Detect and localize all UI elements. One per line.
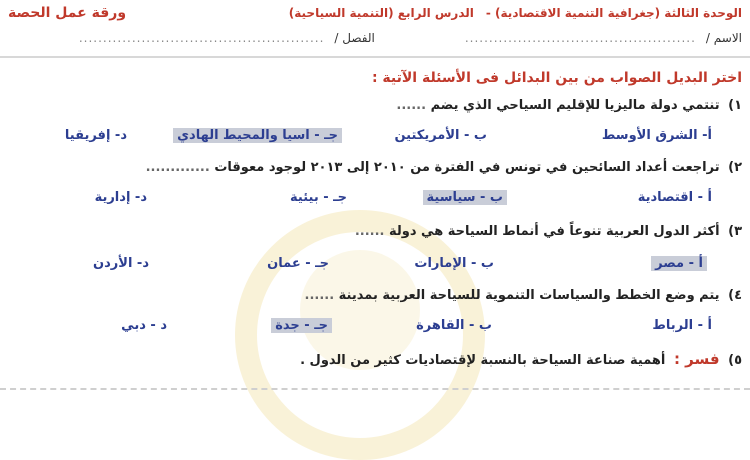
option-d[interactable]: د- إدارية	[94, 190, 147, 205]
question-number: ١)	[728, 98, 742, 113]
header-fields-row	[8, 30, 742, 46]
question-3	[8, 224, 742, 239]
header-divider	[0, 56, 750, 58]
question-number: ٥)	[728, 353, 742, 368]
option-d[interactable]: د- الأردن	[93, 256, 149, 271]
answer-blank: ......	[396, 98, 427, 113]
name-field[interactable]: ................................................	[464, 31, 696, 45]
question-text: أهمية صناعة السياحة بالنسبة لإقتصاديات كثير من الدول .	[300, 353, 666, 368]
lesson-title: الدرس الرابع (التنمية السياحية)	[288, 6, 474, 20]
question-text: تراجعت أعداد السائحين في تونس في الفترة من ٢٠١٠ إلى ٢٠١٣ لوجود معوقات	[214, 160, 720, 175]
question-text: تنتمي دولة ماليزيا للإقليم السياحي الذي يضم	[430, 98, 720, 113]
answer-blank: ......	[304, 288, 335, 303]
option-b-selected[interactable]: ب - سياسية	[423, 190, 507, 205]
answer-blank: .............	[145, 160, 210, 175]
options-q4	[8, 318, 742, 338]
question-2	[8, 160, 742, 175]
option-c[interactable]: جـ - عمان	[267, 256, 329, 271]
question-number: ٤)	[728, 288, 742, 303]
option-c[interactable]: جـ - بيئية	[290, 190, 347, 205]
question-text: أكثر الدول العربية تنوعاً في أنماط السياحة هي دولة	[389, 224, 720, 239]
option-a[interactable]: أ - الرباط	[652, 318, 712, 333]
unit-title: الوحدة الثالثة (جغرافية التنمية الاقتصادية) -	[485, 6, 742, 20]
option-c-selected[interactable]: جـ - جدة	[271, 318, 332, 333]
question-4	[8, 288, 742, 303]
question-1	[8, 98, 742, 113]
question-5	[8, 350, 742, 368]
option-b[interactable]: ب - الأمريكتين	[394, 128, 487, 143]
option-b[interactable]: ب - القاهرة	[416, 318, 492, 333]
options-q1	[8, 128, 742, 148]
option-b[interactable]: ب - الإمارات	[414, 256, 494, 271]
instruction-text: اختر البديل الصواب من بين البدائل فى الأسئلة الآتية :	[371, 70, 742, 86]
option-d[interactable]: د - دبي	[121, 318, 167, 333]
option-d[interactable]: د- إفريقيا	[64, 128, 127, 143]
bottom-divider	[0, 388, 750, 390]
option-a[interactable]: أ- الشرق الأوسط	[601, 128, 712, 143]
explain-keyword: فسر :	[673, 350, 720, 368]
class-label: الفصل /	[334, 31, 375, 45]
header-title-row	[8, 4, 742, 22]
sheet-title: ورقة عمل الحصة	[8, 5, 127, 21]
option-a-selected[interactable]: أ - مصر	[651, 256, 707, 271]
options-q2	[8, 190, 742, 210]
options-q3	[8, 256, 742, 276]
question-number: ٣)	[728, 224, 742, 239]
class-field[interactable]: ...................................................	[78, 31, 325, 45]
option-a[interactable]: أ - اقتصادية	[637, 190, 712, 205]
name-label: الاسم /	[705, 31, 742, 45]
answer-blank: ......	[354, 224, 385, 239]
question-number: ٢)	[728, 160, 742, 175]
question-text: يتم وضع الخطط والسياسات التنموية للسياحة العربية بمدينة	[338, 288, 720, 303]
option-c-selected[interactable]: جـ - اسيا والمحيط الهادي	[173, 128, 342, 143]
